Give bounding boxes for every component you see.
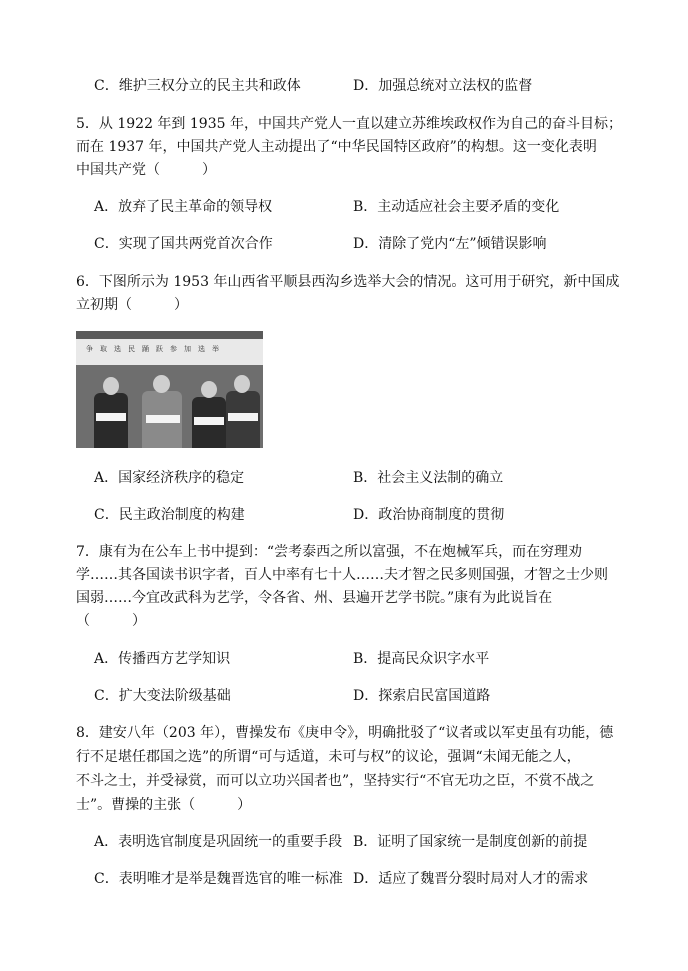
q5-option-a: A．放弃了民主革命的领导权 bbox=[94, 199, 273, 215]
photo-paper-1 bbox=[96, 413, 126, 421]
q7-stem-line-4: （ ） bbox=[76, 613, 146, 629]
q4-option-c: C．维护三权分立的民主共和政体 bbox=[94, 78, 301, 94]
q8-stem-line-3: 不斗之士，并受禄赏，而可以立功兴国者也”，坚持实行“不官无功之臣，不赏不战之 bbox=[76, 773, 595, 789]
election-meeting-photo bbox=[76, 331, 263, 448]
q5-stem-line-3: 中国共产党（ ） bbox=[76, 162, 216, 178]
q8-option-d: D．适应了魏晋分裂时局对人才的需求 bbox=[353, 871, 589, 887]
photo-head-4 bbox=[234, 375, 250, 393]
q8-option-c: C．表明唯才是举是魏晋选官的唯一标准 bbox=[94, 871, 343, 887]
q7-option-a: A．传播西方艺学知识 bbox=[94, 651, 231, 667]
q6-option-c: C．民主政治制度的构建 bbox=[94, 507, 245, 523]
photo-head-2 bbox=[153, 375, 170, 393]
q5-stem-line-1: 5．从 1922 年到 1935 年，中国共产党人一直以建立苏维埃政权作为自己的奋斗目标； bbox=[76, 116, 622, 132]
photo-paper-2 bbox=[146, 415, 180, 423]
q8-stem-line-2: 行不足堪任郡国之选”的所谓“可与适道，未可与权”的议论，强调“未闻无能之人， bbox=[76, 749, 581, 765]
q6-option-d: D．政治协商制度的贯彻 bbox=[353, 507, 505, 523]
photo-banner-text: 争取选民踊跃参加选举 bbox=[86, 345, 226, 353]
photo-paper-3 bbox=[194, 417, 224, 425]
q6-option-b: B．社会主义法制的确立 bbox=[353, 470, 504, 486]
q7-option-d: D．探索启民富国道路 bbox=[353, 688, 491, 704]
q7-option-b: B．提高民众识字水平 bbox=[353, 651, 490, 667]
q4-option-d: D．加强总统对立法权的监督 bbox=[353, 78, 533, 94]
q7-stem-line-3: 国弱……今宜改武科为艺学，令各省、州、县遍开艺学书院。”康有为此说旨在 bbox=[76, 590, 553, 606]
q5-option-b: B．主动适应社会主要矛盾的变化 bbox=[353, 199, 560, 215]
q6-stem-line-1: 6．下图所示为 1953 年山西省平顺县西沟乡选举大会的情况。这可用于研究，新中国成 bbox=[76, 274, 620, 290]
q6-stem-line-2: 立初期（ ） bbox=[76, 297, 188, 313]
q8-stem-line-4: 士”。曹操的主张（ ） bbox=[76, 797, 252, 813]
q7-stem-line-1: 7．康有为在公车上书中提到：“尝考泰西之所以富强，不在炮械军兵，而在穷理劝 bbox=[76, 544, 583, 560]
photo-head-1 bbox=[103, 377, 119, 395]
q7-stem-line-2: 学……其各国读书识字者，百人中率有七十人……夫才智之民多则国强，才智之士少则 bbox=[76, 567, 608, 583]
q8-option-b: B．证明了国家统一是制度创新的前提 bbox=[353, 834, 588, 850]
q8-option-a: A．表明选官制度是巩固统一的重要手段 bbox=[94, 834, 343, 850]
q8-stem-line-1: 8．建安八年（203 年），曹操发布《庚申令》，明确批驳了“议者或以军吏虽有功能，德 bbox=[76, 725, 614, 741]
q6-option-a: A．国家经济秩序的稳定 bbox=[94, 470, 245, 486]
q7-option-c: C．扩大变法阶级基础 bbox=[94, 688, 231, 704]
photo-paper-4 bbox=[228, 413, 258, 421]
q5-option-d: D．清除了党内“左”倾错误影响 bbox=[353, 236, 547, 252]
photo-head-3 bbox=[201, 381, 217, 398]
q5-option-c: C．实现了国共两党首次合作 bbox=[94, 236, 273, 252]
q5-stem-line-2: 而在 1937 年，中国共产党人主动提出了“中华民国特区政府”的构想。这一变化表明 bbox=[76, 139, 597, 155]
